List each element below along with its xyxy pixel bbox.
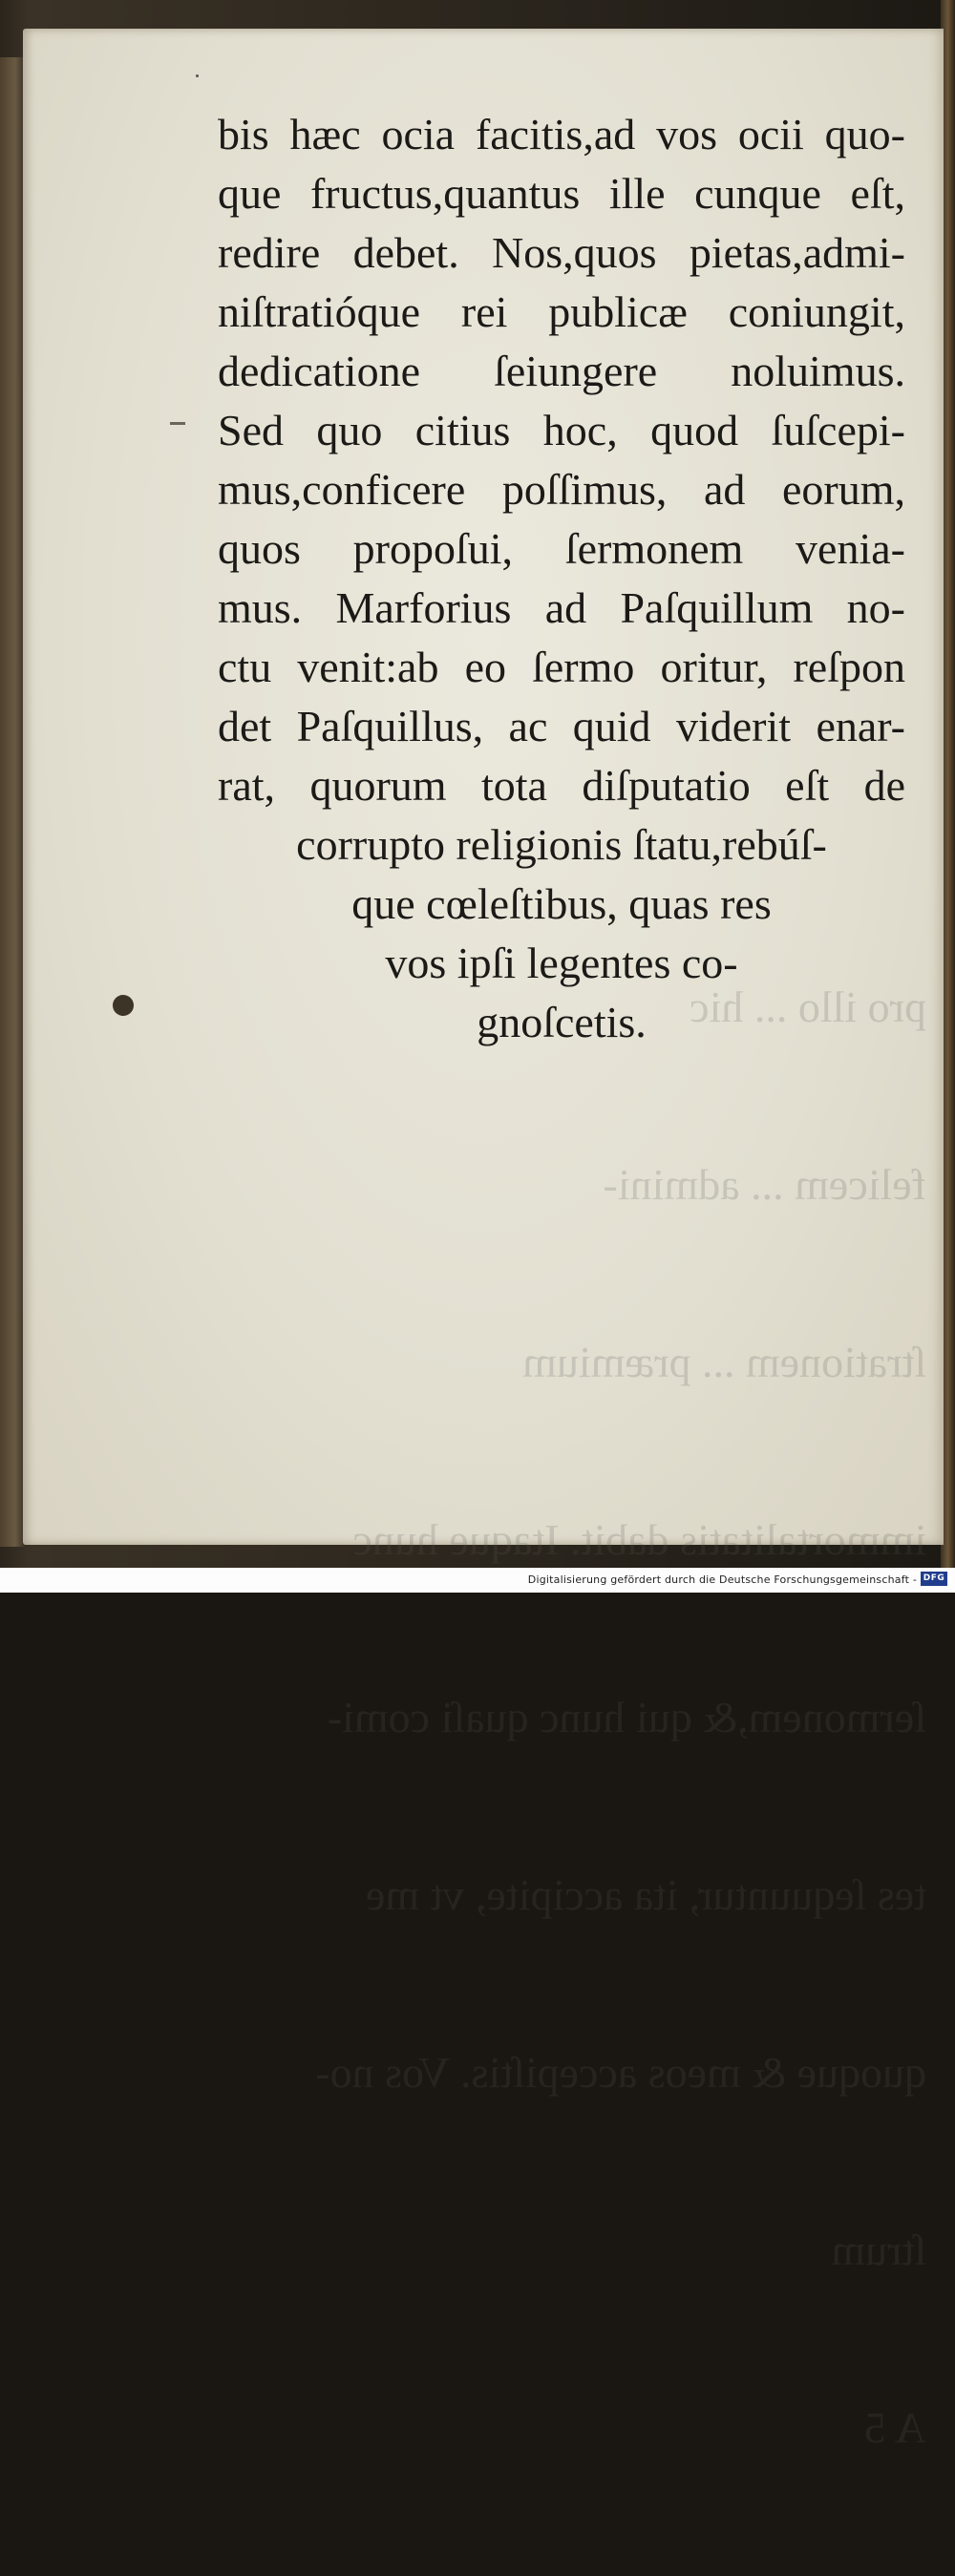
text-line: det Paſquillus, ac quid viderit enar- — [218, 702, 905, 750]
text-line: bis hæc ocia facitis,ad vos ocii quo- — [218, 110, 905, 158]
text-line: quos propoſui, ſermonem venia- — [218, 524, 905, 573]
bleed-line: tes ſequuntur, ita accipite, vt me — [365, 1870, 926, 1919]
funding-credit: Digitalisierung gefördert durch die Deutsche Forschungsgemeinschaft - — [527, 1573, 917, 1586]
dfg-logo: DFG — [921, 1572, 947, 1586]
text-line-tapered: vos ipſi legentes co- — [385, 939, 738, 987]
bleed-line: felicem ... admini- — [603, 1160, 926, 1209]
text-line-tapered: gnoſcetis. — [477, 998, 647, 1046]
bleed-line: quoque & meos accepiſtis. Vos no- — [315, 2048, 926, 2097]
text-line: que fructus,quantus ille cunque eſt, — [218, 169, 905, 218]
text-line: redire debet. Nos,quos pietas,admi- — [218, 228, 905, 277]
bleed-line: A 5 — [863, 2403, 926, 2452]
bleed-line: pro illo ... hic — [690, 982, 926, 1031]
text-line: rat, quorum tota diſputatio eſt de — [218, 761, 905, 810]
text-line: ctu venit:ab eo ſermo oritur, reſpon — [218, 643, 905, 691]
text-line: mus,conficere poſſimus, ad eorum, — [218, 465, 905, 514]
ink-blot — [113, 995, 134, 1016]
text-line-tapered: corrupto religionis ſtatu,rebúſ- — [296, 820, 827, 869]
bleed-line: immortalitatis dabit. Itaque hunc — [352, 1515, 926, 1564]
book-spine — [0, 57, 25, 1547]
text-line-tapered: que cœleſtibus, quas res — [351, 879, 772, 928]
bleed-line: ſtrum — [831, 2226, 926, 2274]
text-line: Sed quo citius hoc, quod ſuſcepi- — [218, 406, 905, 454]
bleed-line: ſtrationem ... præmium — [522, 1338, 926, 1386]
text-line: dedicatione ſeiungere noluimus. — [218, 347, 905, 395]
text-line: niſtratióque rei publicæ coniungit, — [218, 287, 905, 336]
bleed-through-text — [215, 859, 926, 2576]
text-line: mus. Marforius ad Paſquillum no- — [218, 583, 905, 632]
body-text — [218, 105, 905, 1052]
ink-speck — [196, 74, 199, 77]
bleed-line: ſermonem,& qui hunc quaſi comi- — [327, 1693, 926, 1742]
margin-mark — [170, 422, 185, 425]
